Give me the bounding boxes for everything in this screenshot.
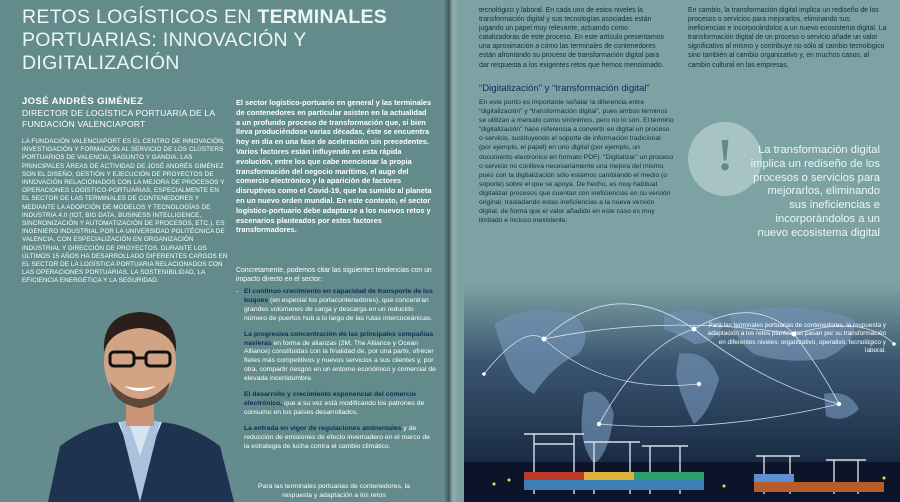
continuation-text: Para las terminales portuarias de contenedores, la respuesta y adaptación a los retos (258, 483, 410, 499)
page-spine (444, 0, 458, 502)
section-heading: “Digitalización” y “transformación digital” (479, 83, 650, 94)
author-photo (40, 296, 240, 502)
pull-quote: La transformación digital implica un rediseño de los procesos o servicios para mejorarlos, eliminando sus ineficiencias e incorporándolos a un nuevo ecosistema digital (750, 144, 880, 239)
author-name: JOSÉ ANDRÉS GIMÉNEZ (22, 96, 144, 107)
world-network-image (464, 284, 900, 502)
article-title (22, 6, 422, 75)
title-part-1: RETOS LOGÍSTICOS EN (22, 6, 258, 28)
image-caption: Para las terminales portuarias de contenedores, la respuesta y adaptación a los retos planteados pasan por su transformación en diferentes niveles: organizativo, operativo, tecnológico y laboral. (707, 322, 886, 355)
exclamation-mark: ! (717, 129, 733, 180)
right-column-1-top: tecnológico y laboral. En cada uno de estos niveles la transformación digital y sus tecnologías asociadas están jugando un papel muy relevante, actuando como catalizadoras de este proceso. En este artículo presentamos una aproximación a cómo las terminales de contenedores están afrontando su proceso de transformación digital para dar respuesta a los exigentes retos que hemos mencionado. (479, 7, 665, 69)
right-column-1-body: En este punto es importante señalar la diferencia entre “digitalización” y “transformación digital”, pues ambos términos se utilizan a menudo como sinónimos, pero no lo son. El término “digitalización” hace referencia a convertir en digital un proceso o servicio, sustituyendo el soporte de información tradicional (por ejemplo, el papel) en uno digital (por ejemplo, un documento electrónico en formato PDF). “Digitalizar” un proceso o servicio no conlleva necesariamente una mejora del mismo, pues con la digitalización sólo estamos cambiando el medio (o soporte) sobre el que se apoya. De hecho, es muy habitual digitalizar procesos que cuentan con ineficiencias en su versión original, trasladando estas ineficiencias a la nueva versión digital, de forma que el valor añadido en este caso es muy limitado e incluso inexistente. (479, 99, 674, 225)
lead-paragraph: El sector logístico-portuario en general y las terminales de contenedores en particular asisten en la actualidad a un profundo proceso de transformación que, si bien lleva produciéndose varias décadas, éste se encuentra hoy en día en una fase de aceleración sin precedentes. Varios factores están influyendo en esta rápida evolución, entre los que cabe mencionar la propia transformación del negocio marítimo, el auge del comercio electrónico y la aparición de factores disruptivos como el Covid-19, que ha sumido al planeta en un nuevo orden mundial. En este contexto, el sector logístico-portuario debe adaptarse a los nuevos retos y escenarios planteados por estos factores transformadores. (236, 98, 432, 235)
trend-item: - La entrada en vigor de regulaciones ambientales y de reducción de emisiones de efecto invernadero en el marco de la estrategia de lucha contra el cambio climático. (236, 425, 436, 452)
trend-item: - El desarrollo y crecimiento exponencial del comercio electrónico, que a su vez está modificando los patrones de consumo en los países desarrollados. (236, 391, 436, 418)
title-part-2: PORTUARIAS: INNOVACIÓN Y DIGITALIZACIÓN (22, 29, 307, 74)
title-bold-part: TERMINALES (257, 6, 388, 28)
trends-list (236, 288, 436, 459)
author-bio: LA FUNDACIÓN VALENCIAPORT ES EL CENTRO DE INNOVACIÓN, INVESTIGACIÓN Y FORMACIÓN AL SERVICIO DE LOS CLÚSTERS PORTUARIOS DE VALENCIA, SAGUNTO Y GANDIA. LAS PRINCIPALES ÁREAS DE ACTIVIDAD DE JOSÉ ANDRÉS GIMÉNEZ SON EL DISEÑO, GESTIÓN Y EJECUCIÓN DE PROYECTOS DE INNOVACIÓN RELACIONADOS CON LA MEJORA DE PROCESOS Y OPERACIONES LOGÍSTICO-PORTUARIAS, ESPECIALMENTE EN EL SECTOR DE LAS TERMINALES DE CONTENEDORES Y MEDIANTE LA ADOPCIÓN DE MODELOS Y TECNOLOGÍAS DE INDUSTRIA 4.0 (IOT, BIG DATA, BUSINESS INTELLIGENCE, SINCRONIZACIÓN Y AUTOMATIZACIÓN DE PROCESOS, ETC.). ES INGENIERO INDUSTRIAL POR LA UNIVERSIDAD POLITÉCNICA DE VALENCIA, CON ESPECIALIZACIÓN EN ORGANIZACIÓN INDUSTRIAL Y DIRECCIÓN DE PROYECTOS. DURANTE LOS ÚLTIMOS 15 AÑOS HA DESARROLLADO DIFERENTES CARGOS EN EL SECTOR DE LA LOGÍSTICA PORTUARIA RELACIONADOS CON LAS OPERACIONES PORTUARIAS, LA SOSTENIBILIDAD, LA EFICIENCIA ENERGÉTICA Y LA SEGURIDAD. (22, 138, 228, 285)
right-column-2-top: En cambio, la transformación digital implica un rediseño de los procesos o servicios para mejorarlos, eliminando sus ineficiencias e incorporándolos a un nuevo ecosistema digital. La transformación digital de un proceso o servicio añade un valor significativo al mismo y contribuye no sólo al cambio tecnológico sino también al cambio organizativo y, en muchos casos, al cambio cultural en las empresas. (688, 7, 887, 69)
author-role: DIRECTOR DE LOGÍSTICA PORTUARIA DE LA FUNDACIÓN VALENCIAPORT (22, 108, 215, 129)
trend-item: - La progresiva concentración de las principales compañías navieras en forma de alianzas (2M, The Alliance y Ocean Alliance) constituidas con la finalidad de, por una parte, ofrecer fletes más competitivos y nuevos servicios a sus clientes y, por otra, compartir riesgos en un entorno económico y comercial de elevada incertidumbre. (236, 331, 436, 384)
trend-item: - El continuo crecimiento en capacidad de transporte de los buques (en especial los portacontenedores), que concentran grandes volúmenes de carga y descarga en un reducido número de puertos hub a lo largo de las rutas intercoceánicas. (236, 288, 436, 324)
trends-intro: Concretamente, podemos citar las siguientes tendencias con un impacto directo en el sector: (236, 267, 432, 284)
